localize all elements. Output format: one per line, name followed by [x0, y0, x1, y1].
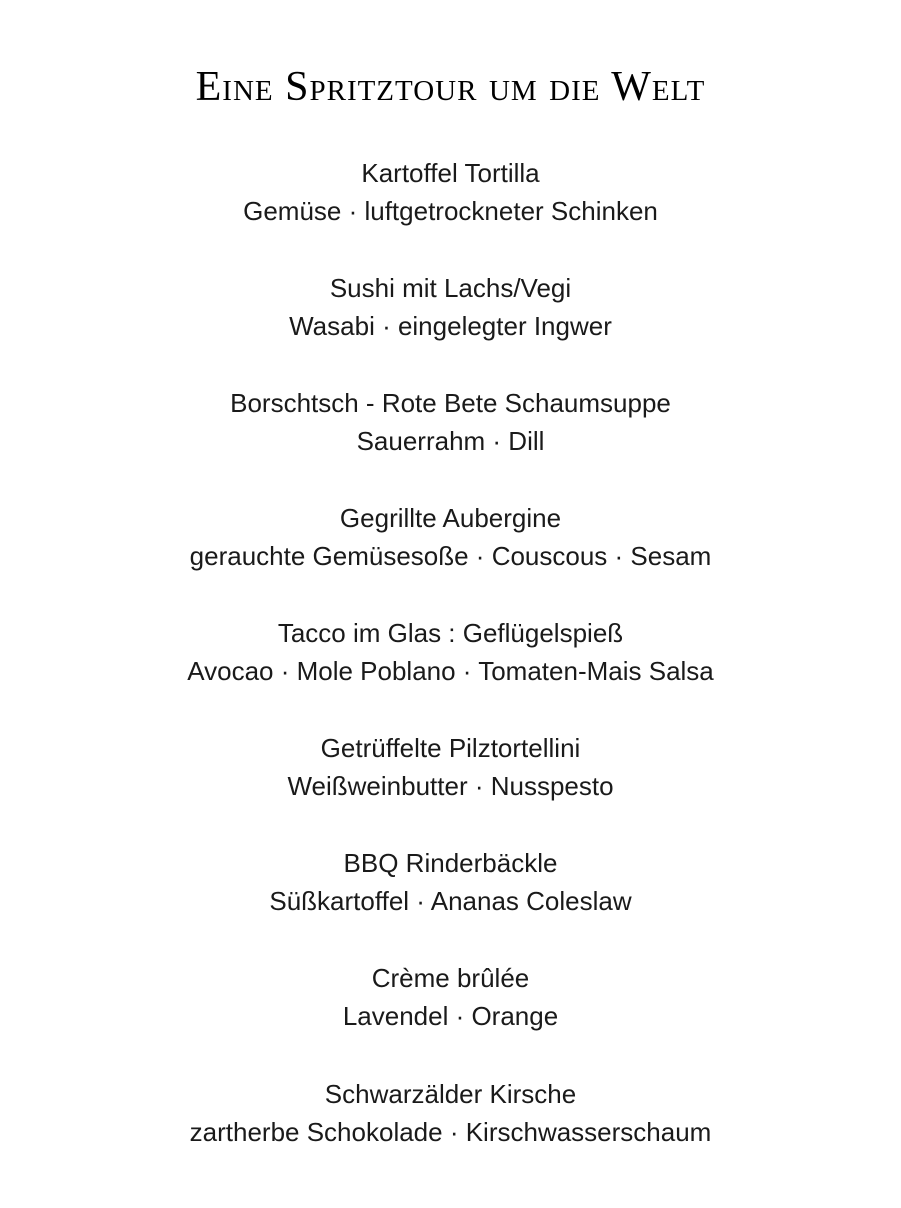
course-name: Gegrillte Aubergine [339, 503, 562, 533]
course-item [0, 959, 901, 1035]
course-description: Avocao · Mole Poblano · Tomaten-Mais Salsa [187, 656, 714, 686]
course-item [0, 384, 901, 460]
course-item [0, 269, 901, 345]
course-description: Süßkartoffel · Ananas Coleslaw [269, 886, 632, 916]
course-item [0, 729, 901, 805]
menu-title: Eine Spritztour um die Welt [195, 64, 706, 110]
course-name: Schwarzälder Kirsche [324, 1079, 577, 1109]
course-item [0, 614, 901, 690]
course-description: Gemüse · luftgetrockneter Schinken [243, 196, 658, 226]
course-name: Sushi mit Lachs/Vegi [329, 273, 572, 303]
course-name: Borschtsch - Rote Bete Schaumsuppe [230, 388, 671, 418]
course-item [0, 1075, 901, 1151]
course-description: Lavendel · Orange [342, 1001, 559, 1031]
course-description: Sauerrahm · Dill [356, 426, 545, 456]
course-name: BBQ Rinderbäckle [343, 848, 558, 878]
course-name: Kartoffel Tortilla [361, 158, 540, 188]
course-name: Getrüffelte Pilztortellini [320, 733, 581, 763]
course-description: gerauchte Gemüsesoße · Couscous · Sesam [189, 541, 712, 571]
course-description: Weißweinbutter · Nusspesto [287, 771, 614, 801]
course-name: Crème brûlée [371, 963, 530, 993]
course-name: Tacco im Glas : Geflügelspieß [277, 618, 624, 648]
course-item [0, 844, 901, 920]
course-description: zartherbe Schokolade · Kirschwasserschaum [189, 1117, 712, 1147]
course-item [0, 154, 901, 230]
course-description: Wasabi · eingelegter Ingwer [289, 311, 612, 341]
course-item [0, 499, 901, 575]
